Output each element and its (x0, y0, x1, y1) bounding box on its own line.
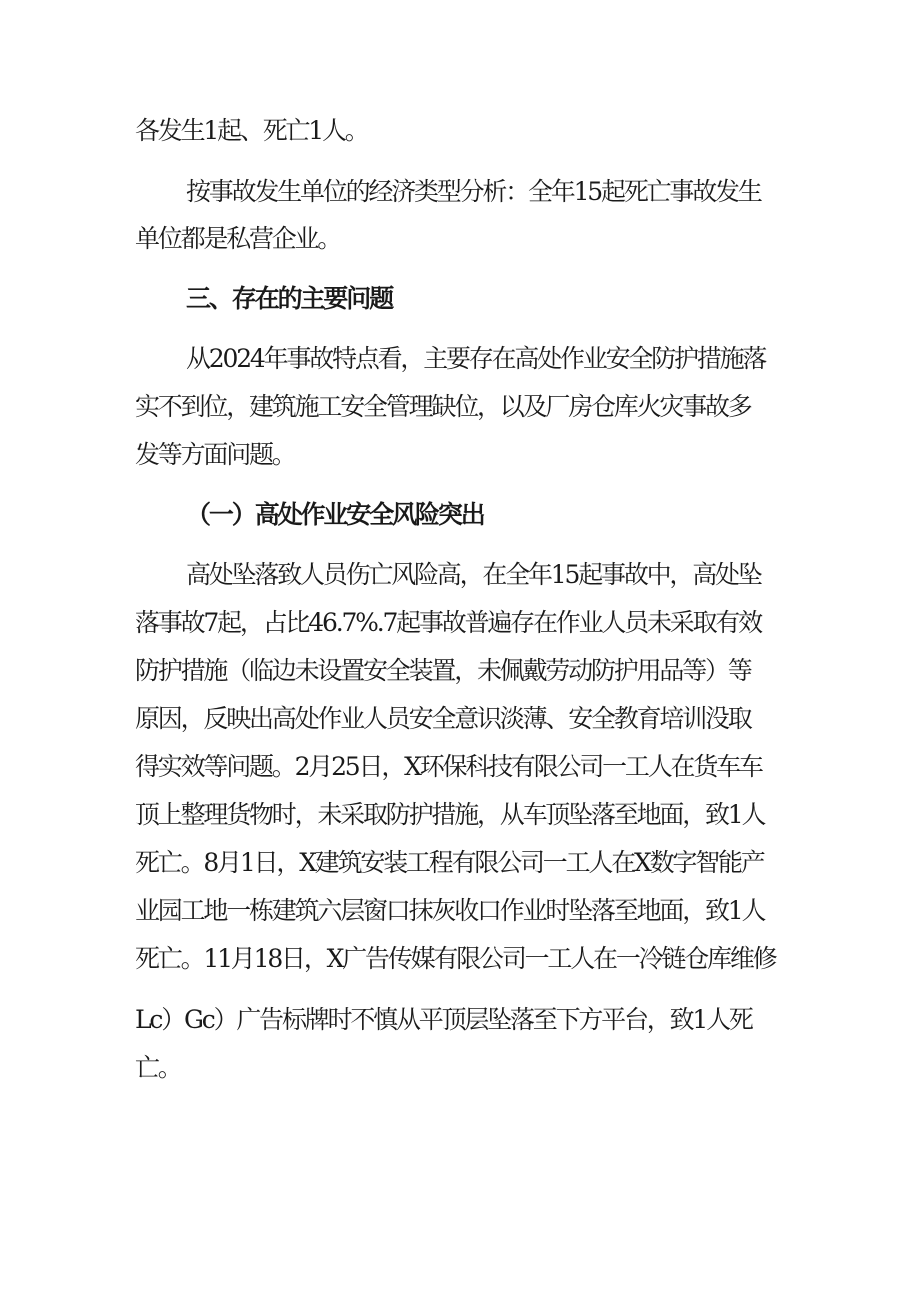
paragraph-line: 发等方面问题。 (135, 440, 295, 469)
paragraph-line: 原因，反映出高处作业人员安全意识淡薄、安全教育培训没取 (135, 704, 751, 733)
section-heading: 三、存在的主要问题 (186, 284, 393, 313)
paragraph-line: 亡。 (135, 1053, 181, 1082)
paragraph-line: 业园工地一栋建筑六层窗口抹灰收口作业时坠落至地面，致1人 (135, 896, 765, 925)
paragraph-line: 死亡。11月18日，X广告传媒有限公司一工人在一冷链仓库维修 (135, 944, 776, 973)
paragraph-line: 高处坠落致人员伤亡风险高，在全年15起事故中，高处坠 (186, 560, 761, 589)
paragraph-line: 死亡。8月1日，X建筑安装工程有限公司一工人在X数字智能产 (135, 848, 764, 877)
paragraph-line: 落事故7起，占比46.7%.7起事故普遍存在作业人员未采取有效 (135, 608, 761, 637)
paragraph-line: 实不到位，建筑施工安全管理缺位，以及厂房仓库火灾事故多 (135, 392, 751, 421)
paragraph-line: 各发生1起、死亡1人。 (135, 116, 368, 145)
paragraph-line: 单位都是私营企业。 (135, 224, 341, 253)
paragraph-line: 从2024年事故特点看，主要存在高处作业安全防护措施落 (186, 344, 766, 373)
paragraph-line: Lc）Gc）广告标牌时不慎从平顶层坠落至下方平台，致1人死 (135, 1005, 752, 1034)
subsection-heading: （一）高处作业安全风险突出 (186, 500, 484, 529)
paragraph-line: 得实效等问题。2月25日，X环保科技有限公司一工人在货车车 (135, 752, 762, 781)
paragraph-line: 顶上整理货物时，未采取防护措施，从车顶坠落至地面，致1人 (135, 800, 765, 829)
paragraph-line: 防护措施（临边未设置安全装置，未佩戴劳动防护用品等）等 (135, 656, 751, 685)
paragraph-line: 按事故发生单位的经济类型分析：全年15起死亡事故发生 (186, 177, 761, 206)
